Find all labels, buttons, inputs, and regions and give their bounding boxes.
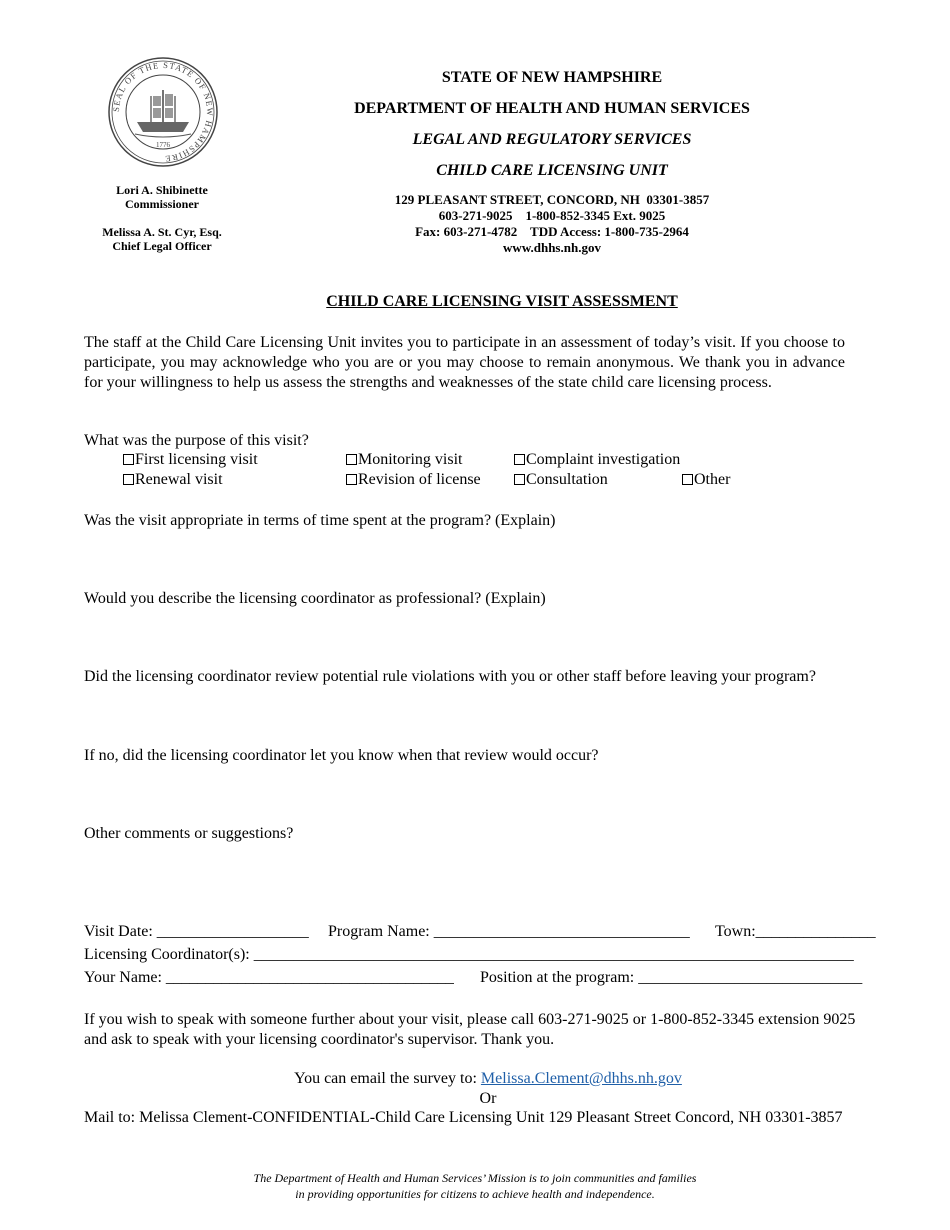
visit-date-field[interactable]: Visit Date: ___________________: [84, 923, 309, 940]
position-field[interactable]: Position at the program: ____________________________: [480, 969, 863, 986]
state-name: STATE OF NEW HAMPSHIRE: [441, 69, 663, 86]
letterhead: [322, 66, 782, 256]
unit-name: CHILD CARE LICENSING UNIT: [436, 162, 668, 179]
licensing-coordinator-field[interactable]: Licensing Coordinator(s): ___________________________________________________________________________: [84, 946, 854, 963]
department-name: DEPARTMENT OF HEALTH AND HUMAN SERVICES: [354, 100, 750, 117]
legal-officer-title: Chief Legal Officer: [112, 239, 212, 253]
question-professional: Would you describe the licensing coordinator as professional? (Explain): [84, 590, 546, 607]
commissioner-name: Lori A. Shibinette: [116, 183, 208, 197]
checkbox-monitoring-visit[interactable]: Monitoring visit: [346, 451, 462, 469]
mission-line-1: The Department of Health and Human Services’ Mission is to join communities and families: [253, 1171, 697, 1185]
commissioner-title: Commissioner: [125, 197, 199, 211]
checkbox-box[interactable]: [123, 474, 134, 485]
intro-paragraph: The staff at the Child Care Licensing Unit invites you to participate in an assessment of today’s visit. If you choose to participate, you may acknowledge who you are or you may choose to remain anonymous. We thank you in advance for your willingness to help us assess the strengths and weaknesses of the state child care licensing process.: [84, 334, 845, 391]
checkbox-renewal-visit[interactable]: Renewal visit: [123, 471, 223, 489]
mission-statement: [0, 1170, 950, 1202]
fax: Fax: 603-271-4782 TDD Access: 1-800-735-2964: [415, 224, 689, 239]
question-other-comments: Other comments or suggestions?: [84, 825, 294, 842]
question-rule-violations: Did the licensing coordinator review potential rule violations with you or other staff before leaving your program?: [84, 668, 816, 685]
checkbox-first-licensing-visit[interactable]: First licensing visit: [123, 451, 258, 469]
legal-officer-name: Melissa A. St. Cyr, Esq.: [102, 225, 222, 239]
state-seal-icon: [107, 56, 219, 168]
phone: 603-271-9025 1-800-852-3345 Ext. 9025: [438, 208, 666, 223]
svg-text:SEAL OF THE STATE OF NEW HAMPS: SEAL OF THE STATE OF NEW HAMPSHIRE: [110, 59, 216, 165]
checkbox-other[interactable]: Other: [682, 471, 730, 489]
checkbox-box[interactable]: [514, 454, 525, 465]
question-time-spent: Was the visit appropriate in terms of time spent at the program? (Explain): [84, 512, 556, 529]
checkbox-consultation[interactable]: Consultation: [514, 471, 608, 489]
officials-block: [82, 183, 242, 253]
question-review-timing: If no, did the licensing coordinator let you know when that review would occur?: [84, 747, 599, 764]
website: www.dhhs.nh.gov: [503, 240, 601, 255]
purpose-question: What was the purpose of this visit?: [84, 432, 309, 449]
division-name: LEGAL AND REGULATORY SERVICES: [412, 131, 692, 148]
email-prefix: You can email the survey to:: [294, 1070, 481, 1087]
or-text: Or: [479, 1090, 497, 1107]
mission-line-2: in providing opportunities for citizens to achieve health and independence.: [295, 1187, 655, 1201]
page-title: CHILD CARE LICENSING VISIT ASSESSMENT: [326, 293, 678, 310]
checkbox-box[interactable]: [514, 474, 525, 485]
checkbox-box[interactable]: [346, 474, 357, 485]
mail-to-address: Mail to: Melissa Clement-CONFIDENTIAL-Child Care Licensing Unit 129 Pleasant Street Concord, NH 03301-3857: [84, 1109, 843, 1126]
address: 129 PLEASANT STREET, CONCORD, NH 03301-3857: [394, 192, 710, 207]
checkbox-box[interactable]: [346, 454, 357, 465]
your-name-field[interactable]: Your Name: ____________________________________: [84, 969, 454, 986]
contact-note: If you wish to speak with someone further about your visit, please call 603-271-9025 or 1-800-852-3345 extension 9025 and ask to speak with your licensing coordinator's supervisor. Thank you.: [84, 1011, 856, 1048]
checkbox-complaint-investigation[interactable]: Complaint investigation: [514, 451, 680, 469]
town-field[interactable]: Town:_______________: [715, 923, 876, 940]
checkbox-box[interactable]: [123, 454, 134, 465]
program-name-field[interactable]: Program Name: ________________________________: [328, 923, 690, 940]
svg-text:1776: 1776: [156, 141, 170, 149]
checkbox-box[interactable]: [682, 474, 693, 485]
email-link[interactable]: Melissa.Clement@dhhs.nh.gov: [480, 1070, 682, 1087]
checkbox-revision-of-license[interactable]: Revision of license: [346, 471, 481, 489]
email-line: [0, 1069, 950, 1089]
